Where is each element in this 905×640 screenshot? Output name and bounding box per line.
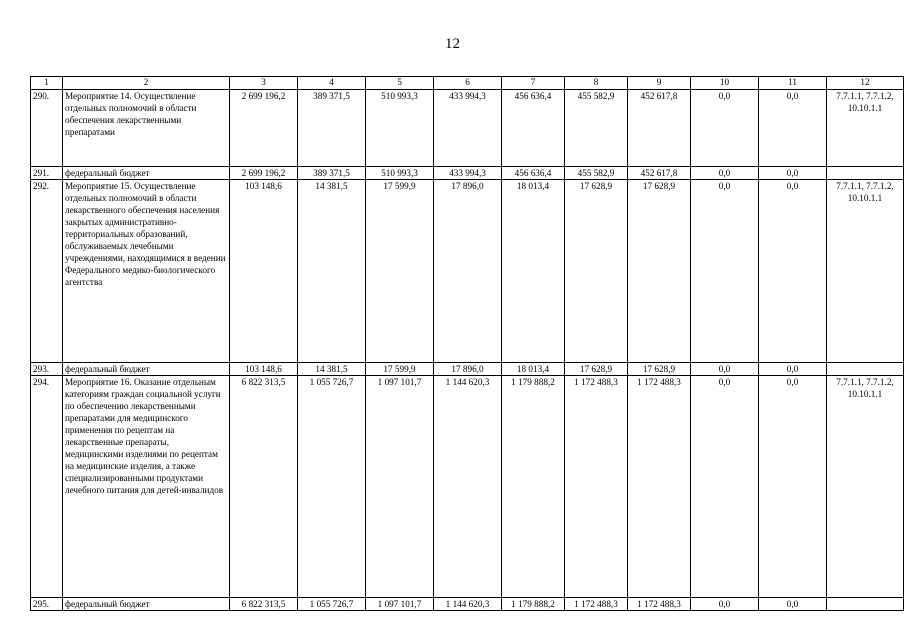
row-name: Мероприятие 15. Осуществление отдельных полномочий в области лекарственного обеспечения населения закрытых административно-территориальных образований, обслуживаемых лечебными учреждениями, находящимися в ведении Федерального медико-биологического агентства bbox=[63, 180, 230, 363]
page-number: 12 bbox=[445, 36, 460, 52]
value-cell: 17 896,0 bbox=[434, 363, 502, 376]
row-name: федеральный бюджет bbox=[63, 167, 230, 180]
value-cell: 1 172 488,3 bbox=[628, 598, 691, 611]
value-cell: 455 582,9 bbox=[565, 90, 628, 167]
column-header: 10 bbox=[691, 77, 759, 90]
codes-cell bbox=[827, 598, 904, 611]
value-cell: 0,0 bbox=[691, 90, 759, 167]
value-cell: 1 179 888,2 bbox=[502, 376, 565, 598]
table-row bbox=[31, 376, 904, 598]
table-body bbox=[31, 77, 904, 611]
table-row bbox=[31, 363, 904, 376]
table-row bbox=[31, 180, 904, 363]
value-cell: 14 381,5 bbox=[298, 180, 366, 363]
column-header: 8 bbox=[565, 77, 628, 90]
value-cell: 1 179 888,2 bbox=[502, 598, 565, 611]
codes-cell: 7.7.1.1, 7.7.1.2, 10.10.1.1 bbox=[827, 180, 904, 363]
header-row bbox=[31, 77, 904, 90]
value-cell: 17 599,9 bbox=[366, 180, 434, 363]
value-cell: 510 993,3 bbox=[366, 90, 434, 167]
value-cell: 0,0 bbox=[691, 167, 759, 180]
codes-cell: 7.7.1.1, 7.7.1.2, 10.10.1.1 bbox=[827, 376, 904, 598]
row-name: федеральный бюджет bbox=[63, 363, 230, 376]
column-header: 2 bbox=[63, 77, 230, 90]
value-cell: 1 172 488,3 bbox=[565, 598, 628, 611]
value-cell: 0,0 bbox=[691, 180, 759, 363]
codes-cell: 7.7.1.1, 7.7.1.2, 10.10.1.1 bbox=[827, 90, 904, 167]
column-header: 11 bbox=[759, 77, 827, 90]
value-cell: 389 371,5 bbox=[298, 90, 366, 167]
value-cell: 17 896,0 bbox=[434, 180, 502, 363]
value-cell: 17 599,9 bbox=[366, 363, 434, 376]
column-header: 1 bbox=[31, 77, 63, 90]
value-cell: 0,0 bbox=[759, 167, 827, 180]
codes-cell bbox=[827, 363, 904, 376]
row-number: 293. bbox=[31, 363, 63, 376]
value-cell: 18 013,4 bbox=[502, 363, 565, 376]
value-cell: 0,0 bbox=[759, 90, 827, 167]
value-cell: 6 822 313,5 bbox=[230, 376, 298, 598]
value-cell: 103 148,6 bbox=[230, 363, 298, 376]
row-name: Мероприятие 16. Оказание отдельным категориям граждан социальной услуги по обеспечению лекарственными препаратами для медицинского применения по рецептам на лекарственные препараты, медицинскими изделиями по рецептам на медицинские изделия, а также специализированными продуктами лечебного питания для детей-инвалидов bbox=[63, 376, 230, 598]
value-cell: 1 097 101,7 bbox=[366, 376, 434, 598]
value-cell: 456 636,4 bbox=[502, 90, 565, 167]
column-header: 12 bbox=[827, 77, 904, 90]
value-cell: 2 699 196,2 bbox=[230, 90, 298, 167]
value-cell: 452 617,8 bbox=[628, 167, 691, 180]
value-cell: 17 628,9 bbox=[565, 180, 628, 363]
column-header: 5 bbox=[366, 77, 434, 90]
value-cell: 17 628,9 bbox=[628, 180, 691, 363]
value-cell: 1 055 726,7 bbox=[298, 376, 366, 598]
value-cell: 1 055 726,7 bbox=[298, 598, 366, 611]
table-row bbox=[31, 167, 904, 180]
value-cell: 0,0 bbox=[759, 363, 827, 376]
value-cell: 17 628,9 bbox=[565, 363, 628, 376]
value-cell: 14 381,5 bbox=[298, 363, 366, 376]
value-cell: 455 582,9 bbox=[565, 167, 628, 180]
row-number: 295. bbox=[31, 598, 63, 611]
value-cell: 1 097 101,7 bbox=[366, 598, 434, 611]
row-number: 291. bbox=[31, 167, 63, 180]
value-cell: 1 172 488,3 bbox=[565, 376, 628, 598]
value-cell: 1 172 488,3 bbox=[628, 376, 691, 598]
value-cell: 0,0 bbox=[759, 180, 827, 363]
row-number: 292. bbox=[31, 180, 63, 363]
column-header: 3 bbox=[230, 77, 298, 90]
value-cell: 0,0 bbox=[691, 363, 759, 376]
budget-table bbox=[30, 76, 904, 611]
row-number: 294. bbox=[31, 376, 63, 598]
table-row bbox=[31, 90, 904, 167]
value-cell: 0,0 bbox=[691, 376, 759, 598]
value-cell: 389 371,5 bbox=[298, 167, 366, 180]
value-cell: 0,0 bbox=[759, 376, 827, 598]
value-cell: 433 994,3 bbox=[434, 167, 502, 180]
table-row bbox=[31, 598, 904, 611]
value-cell: 1 144 620,3 bbox=[434, 376, 502, 598]
column-header: 4 bbox=[298, 77, 366, 90]
value-cell: 456 636,4 bbox=[502, 167, 565, 180]
row-name: Мероприятие 14. Осуществление отдельных полномочий в области обеспечения лекарственными препаратами bbox=[63, 90, 230, 167]
value-cell: 433 994,3 bbox=[434, 90, 502, 167]
value-cell: 17 628,9 bbox=[628, 363, 691, 376]
column-header: 7 bbox=[502, 77, 565, 90]
codes-cell bbox=[827, 167, 904, 180]
value-cell: 6 822 313,5 bbox=[230, 598, 298, 611]
row-number: 290. bbox=[31, 90, 63, 167]
column-header: 9 bbox=[628, 77, 691, 90]
value-cell: 1 144 620,3 bbox=[434, 598, 502, 611]
value-cell: 452 617,8 bbox=[628, 90, 691, 167]
value-cell: 510 993,3 bbox=[366, 167, 434, 180]
value-cell: 2 699 196,2 bbox=[230, 167, 298, 180]
row-name: федеральный бюджет bbox=[63, 598, 230, 611]
value-cell: 18 013,4 bbox=[502, 180, 565, 363]
value-cell: 0,0 bbox=[759, 598, 827, 611]
value-cell: 103 148,6 bbox=[230, 180, 298, 363]
value-cell: 0,0 bbox=[691, 598, 759, 611]
column-header: 6 bbox=[434, 77, 502, 90]
